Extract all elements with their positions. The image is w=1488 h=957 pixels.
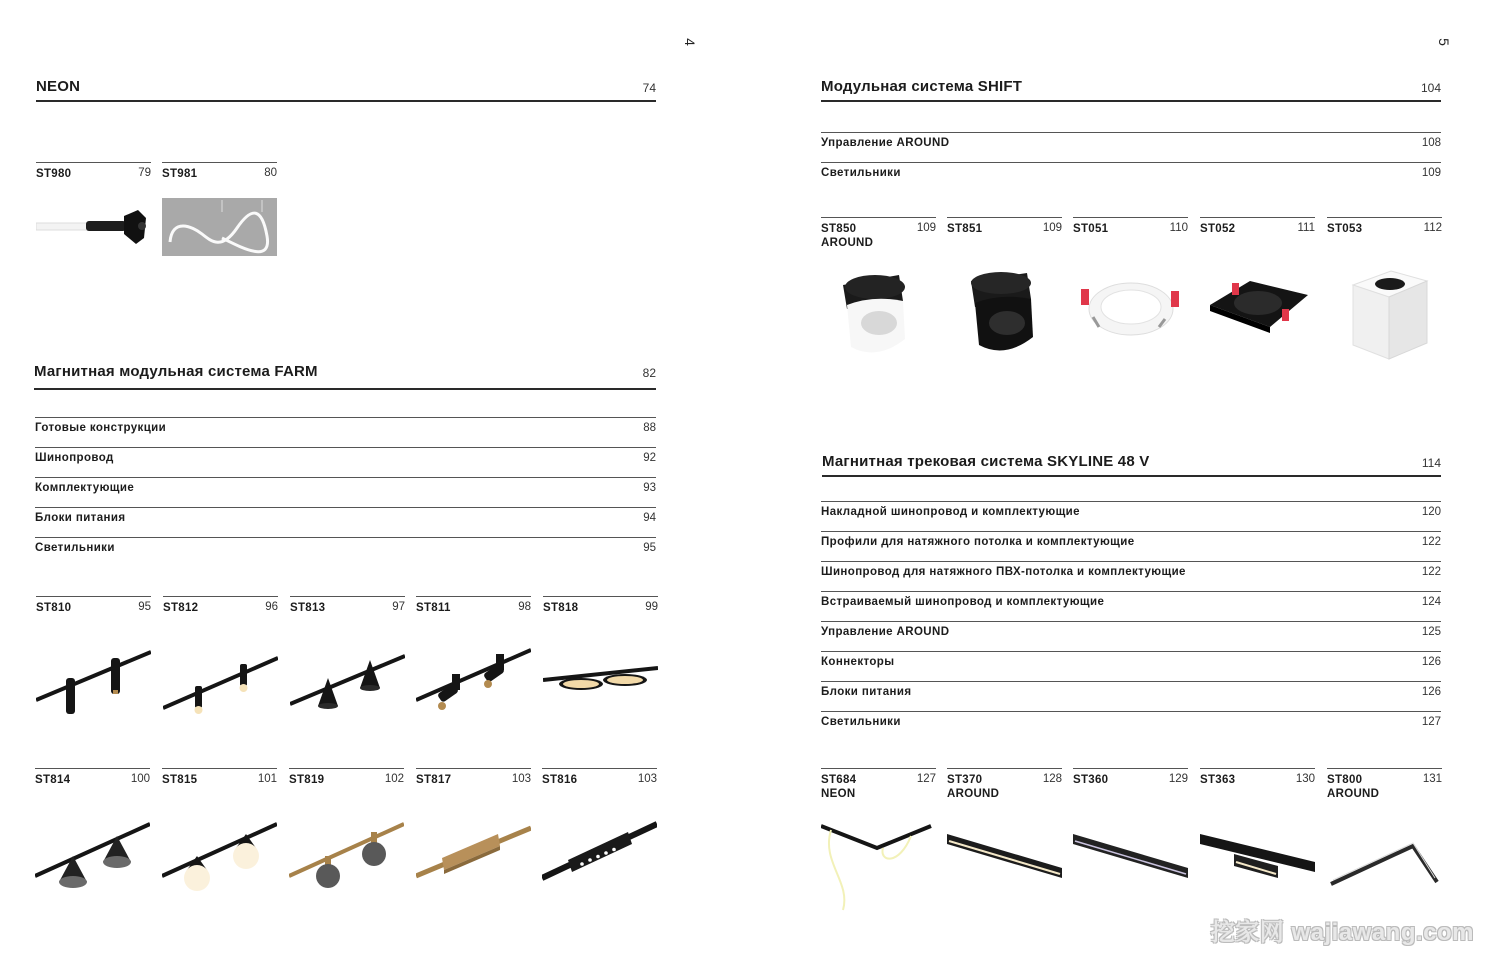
product-page: 99: [645, 601, 658, 613]
product-image: [1200, 828, 1315, 888]
list-item[interactable]: [35, 477, 656, 508]
list-item-page: 124: [1421, 596, 1441, 608]
product-page: 111: [1297, 222, 1315, 234]
product-code: ST817: [416, 774, 452, 786]
right-page: [744, 0, 1488, 957]
right-page-number: 5: [1435, 38, 1452, 46]
product-code: ST370 AROUND: [947, 774, 1000, 800]
product-code: ST981: [162, 168, 198, 180]
product-code: ST819: [289, 774, 325, 786]
list-item-label: Светильники: [821, 167, 901, 179]
product-code: ST816: [542, 774, 578, 786]
product-page: 109: [1042, 222, 1062, 234]
product-code: ST815: [162, 774, 198, 786]
list-item-label: Готовые конструкции: [35, 422, 167, 434]
product-code: ST684 NEON: [821, 774, 857, 800]
list-item-label: Профили для натяжного потолка и комплектующие: [821, 536, 1135, 548]
product-page: 79: [138, 167, 151, 179]
shift-header[interactable]: [821, 76, 1441, 100]
list-item-label: Блоки питания: [821, 686, 912, 698]
product-code: ST980: [36, 168, 72, 180]
product-code: ST363: [1200, 774, 1236, 786]
list-item-page: 127: [1421, 716, 1441, 728]
product-image: [162, 812, 277, 892]
list-item-page: 93: [643, 482, 656, 494]
list-item-page: 126: [1421, 686, 1441, 698]
product-page: 112: [1423, 222, 1442, 234]
product-image: [290, 640, 405, 720]
product-image: [416, 812, 531, 892]
product-page: 130: [1295, 773, 1315, 785]
product-image: [1327, 832, 1442, 892]
product-page: 128: [1042, 773, 1062, 785]
section-title: Модульная система SHIFT: [821, 78, 1023, 95]
product-page: 95: [138, 601, 151, 613]
list-item-label: Коннекторы: [821, 656, 895, 668]
product-code: ST813: [290, 602, 326, 614]
list-item-label: Шинопровод: [35, 452, 114, 464]
product-image: [289, 812, 404, 892]
product-code: ST053: [1327, 223, 1363, 235]
watermark-logo: 挖家网 wajiawang.com: [1210, 919, 1474, 946]
left-page-number: 4: [681, 38, 698, 46]
list-item[interactable]: [821, 621, 1441, 652]
neon-header[interactable]: [36, 76, 656, 100]
list-item-page: 122: [1421, 536, 1441, 548]
list-item-page: 122: [1421, 566, 1441, 578]
list-item-label: Светильники: [821, 716, 901, 728]
product-page: 129: [1168, 773, 1188, 785]
list-item[interactable]: [35, 507, 656, 538]
section-divider: [36, 100, 656, 102]
list-item[interactable]: [35, 417, 656, 448]
list-item-page: 94: [643, 512, 656, 524]
list-item-page: 126: [1421, 656, 1441, 668]
section-title: NEON: [36, 78, 81, 95]
list-item[interactable]: [821, 501, 1441, 532]
list-item[interactable]: [821, 561, 1441, 592]
list-item[interactable]: [821, 531, 1441, 562]
list-item-label: Блоки питания: [35, 512, 126, 524]
product-code: ST814: [35, 774, 71, 786]
product-image: [1073, 265, 1188, 361]
section-divider: [821, 100, 1441, 102]
list-item[interactable]: [821, 132, 1441, 163]
product-page: 109: [916, 222, 936, 234]
section-divider: [822, 475, 1441, 477]
list-item-label: Управление AROUND: [821, 137, 950, 149]
product-code: ST052: [1200, 223, 1236, 235]
list-item-page: 125: [1421, 626, 1441, 638]
product-image: [35, 812, 150, 892]
product-page: 103: [637, 773, 657, 785]
product-page: 101: [257, 773, 277, 785]
product-page: 110: [1169, 222, 1188, 234]
list-item-page: 88: [643, 422, 656, 434]
product-page: 131: [1422, 773, 1442, 785]
product-image: [36, 188, 151, 268]
product-code: ST818: [543, 602, 579, 614]
product-code: ST051: [1073, 223, 1109, 235]
product-page: 103: [511, 773, 531, 785]
product-image: [416, 640, 531, 720]
section-page-number: 104: [1420, 81, 1441, 95]
product-page: 96: [265, 601, 278, 613]
product-image: [162, 198, 277, 256]
list-item[interactable]: [35, 537, 656, 568]
product-code: ST812: [163, 602, 199, 614]
farm-header[interactable]: [34, 361, 656, 385]
list-item-page: 92: [643, 452, 656, 464]
list-item[interactable]: [821, 711, 1441, 742]
product-image: [947, 828, 1062, 888]
list-item[interactable]: [821, 651, 1441, 682]
section-page-number: 114: [1421, 456, 1441, 470]
product-image: [947, 265, 1062, 361]
section-page-number: 74: [642, 81, 656, 95]
list-item-page: 120: [1421, 506, 1441, 518]
product-page: 80: [264, 167, 277, 179]
product-image: [821, 265, 936, 361]
list-item-label: Светильники: [35, 542, 115, 554]
product-page: 98: [518, 601, 531, 613]
product-page: 102: [384, 773, 404, 785]
product-code: ST850 AROUND: [821, 223, 874, 249]
skyline-header[interactable]: [822, 451, 1441, 475]
product-image: [36, 640, 151, 720]
product-code: ST810: [36, 602, 72, 614]
list-item-label: Встраиваемый шинопровод и комплектующие: [821, 596, 1105, 608]
product-image: [543, 640, 658, 720]
product-code: ST360: [1073, 774, 1109, 786]
section-page-number: 82: [642, 366, 656, 380]
product-code: ST851: [947, 223, 983, 235]
list-item-label: Комплектующие: [35, 482, 135, 494]
product-code: ST800 AROUND: [1327, 774, 1380, 800]
list-item[interactable]: [821, 681, 1441, 712]
product-code: ST811: [416, 602, 451, 614]
product-page: 97: [392, 601, 405, 613]
product-page: 100: [130, 773, 150, 785]
product-image: [1073, 828, 1188, 888]
list-item-label: Накладной шинопровод и комплектующие: [821, 506, 1080, 518]
product-image: [163, 640, 278, 720]
list-item-page: 95: [643, 542, 656, 554]
list-item-page: 109: [1421, 167, 1441, 179]
list-item-page: 108: [1421, 137, 1441, 149]
section-title: Магнитная модульная система FARM: [34, 363, 318, 380]
product-image: [821, 822, 936, 914]
section-title: Магнитная трековая система SKYLINE 48 V: [822, 453, 1150, 470]
section-divider: [34, 388, 656, 390]
list-item[interactable]: [821, 162, 1441, 193]
product-image: [542, 812, 657, 892]
product-image: [1200, 265, 1315, 361]
list-item-label: Управление AROUND: [821, 626, 950, 638]
product-page: 127: [916, 773, 936, 785]
list-item[interactable]: [35, 447, 656, 478]
product-image: [1327, 265, 1442, 361]
list-item-label: Шинопровод для натяжного ПВХ-потолка и комплектующие: [821, 566, 1186, 578]
list-item[interactable]: [821, 591, 1441, 622]
